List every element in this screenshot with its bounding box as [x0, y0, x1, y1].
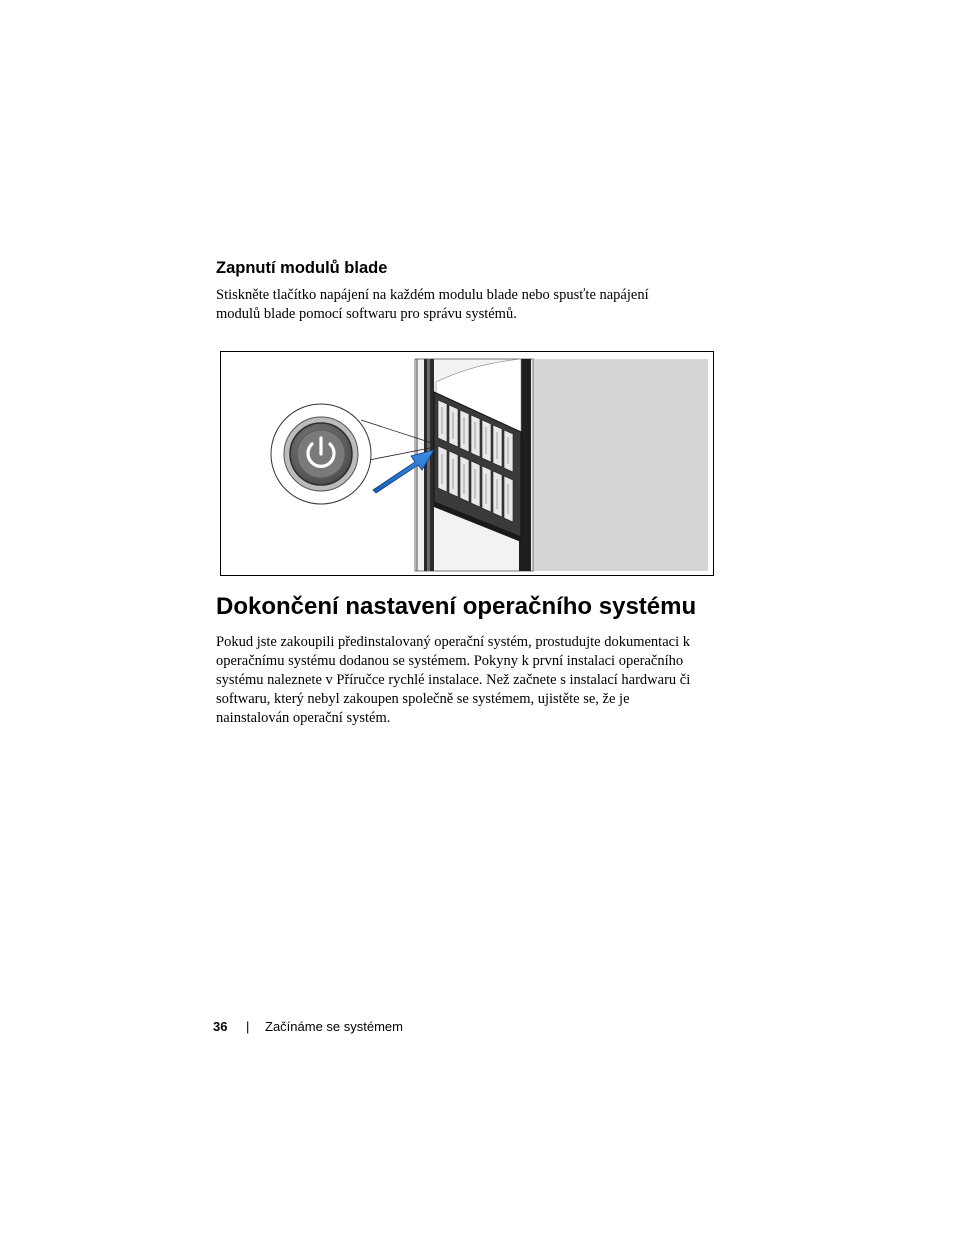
- section-subheading: Zapnutí modulů blade: [216, 259, 388, 277]
- paragraph-line: systému naleznete v Příručce rychlé instalace. Než začnete s instalací hardwaru či: [216, 672, 691, 688]
- blade-enclosure-icon: [415, 359, 533, 571]
- section-paragraph: [216, 286, 716, 324]
- page-number: 36: [213, 1019, 228, 1034]
- paragraph-line: nainstalován operační systém.: [216, 710, 391, 726]
- footer-separator: |: [246, 1019, 250, 1034]
- paragraph-line: Stiskněte tlačítko napájení na každém modulu blade nebo spusťte napájení: [216, 287, 649, 303]
- power-button-icon: [271, 404, 371, 504]
- background-panel: [533, 359, 708, 571]
- page-footer: [0, 1019, 954, 1037]
- running-title: Začínáme se systémem: [265, 1019, 403, 1034]
- paragraph-line: softwaru, který nebyl zakoupen společně se systémem, ujistěte se, že je: [216, 691, 630, 707]
- paragraph-line: operačnímu systému dodanou se systémem. Pokyny k první instalaci operačního: [216, 653, 684, 669]
- paragraph-line: modulů blade pomocí softwaru pro správu systémů.: [216, 306, 517, 322]
- main-paragraph: [216, 633, 716, 728]
- blade-power-figure: [220, 351, 714, 576]
- paragraph-line: Pokud jste zakoupili předinstalovaný operační systém, prostudujte dokumentaci k: [216, 634, 690, 650]
- main-heading: Dokončení nastavení operačního systému: [216, 593, 697, 620]
